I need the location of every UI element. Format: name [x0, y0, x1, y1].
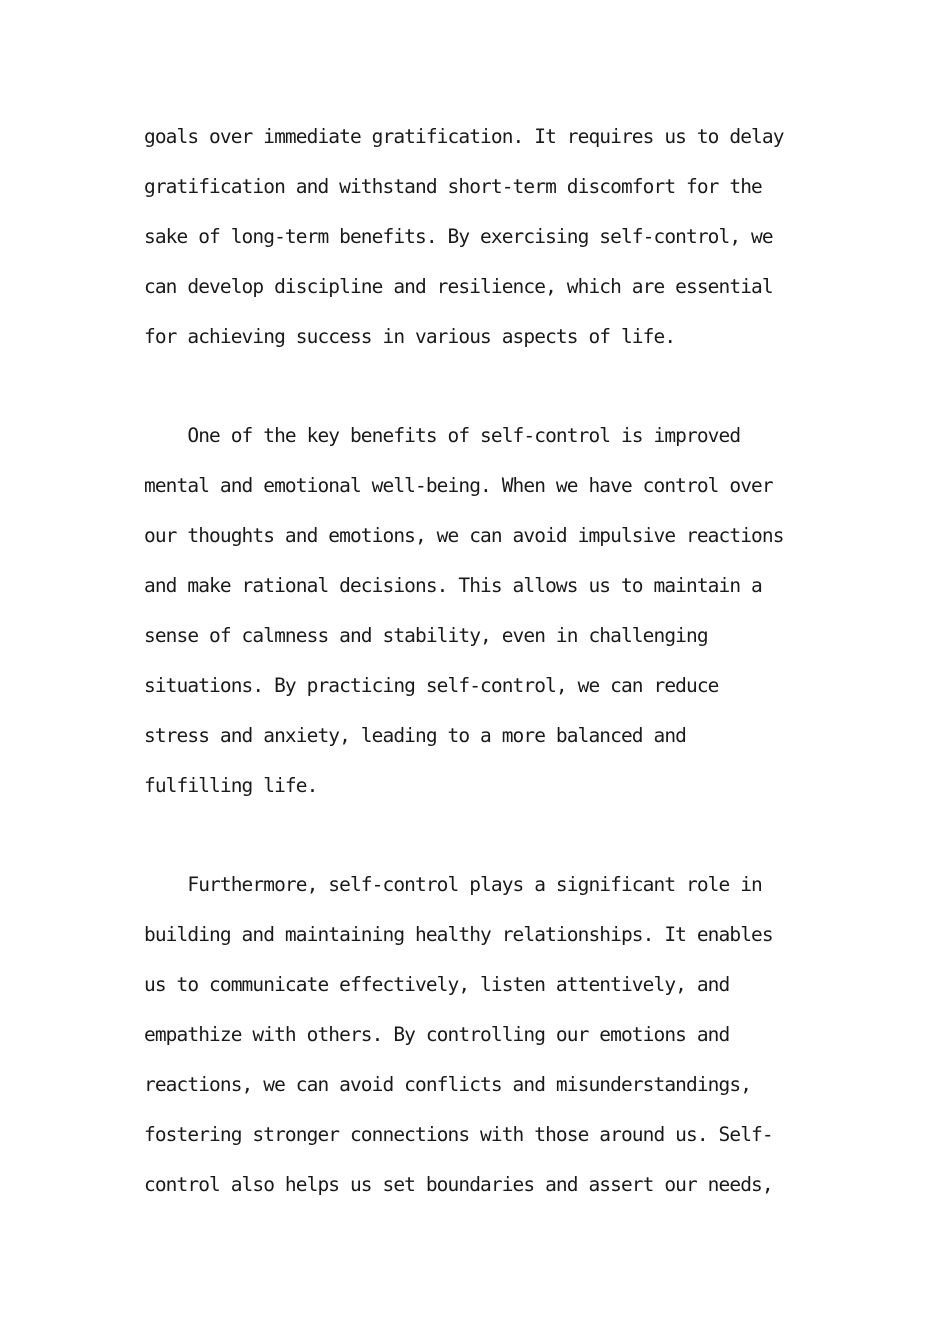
text-line: control also helps us set boundaries and assert our needs,	[144, 1172, 773, 1196]
text-line: gratification and withstand short-term discomfort for the	[144, 174, 762, 198]
paragraph-2	[144, 411, 824, 810]
text-line: our thoughts and emotions, we can avoid impulsive reactions	[144, 524, 784, 548]
text-line: One of the key benefits of self-control is improved	[144, 424, 741, 448]
text-line: fostering stronger connections with those around us. Self-	[144, 1122, 773, 1146]
text-line: Furthermore, self-control plays a significant role in	[144, 873, 762, 897]
document-body	[144, 112, 824, 1210]
text-line: for achieving success in various aspects of life.	[144, 324, 676, 348]
paragraph-spacer	[144, 810, 824, 860]
paragraph-1	[144, 112, 824, 361]
paragraph-3	[144, 860, 824, 1209]
text-line: sense of calmness and stability, even in challenging	[144, 623, 708, 647]
text-line: fulfilling life.	[144, 773, 318, 797]
text-line: sake of long-term benefits. By exercising self-control, we	[144, 224, 773, 248]
text-line: stress and anxiety, leading to a more balanced and	[144, 723, 686, 747]
text-line: reactions, we can avoid conflicts and misunderstandings,	[144, 1072, 752, 1096]
text-line: goals over immediate gratification. It requires us to delay	[144, 125, 784, 148]
paragraph-spacer	[144, 361, 824, 411]
text-line: building and maintaining healthy relationships. It enables	[144, 923, 773, 947]
text-line: and make rational decisions. This allows us to maintain a	[144, 574, 762, 598]
text-line: can develop discipline and resilience, which are essential	[144, 274, 773, 298]
text-line: us to communicate effectively, listen attentively, and	[144, 973, 730, 997]
text-line: situations. By practicing self-control, we can reduce	[144, 673, 719, 697]
text-line: empathize with others. By controlling our emotions and	[144, 1023, 730, 1047]
text-line: mental and emotional well-being. When we have control over	[144, 474, 773, 498]
